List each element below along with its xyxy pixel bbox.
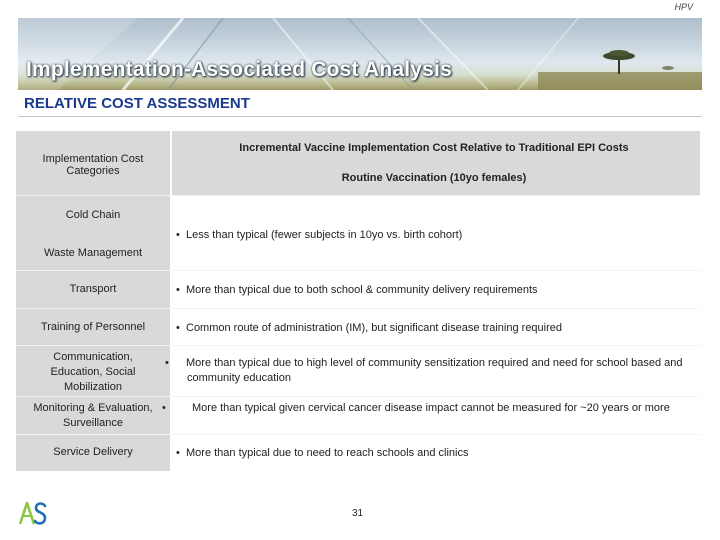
logo-icon bbox=[18, 500, 48, 526]
corner-tag: HPV bbox=[674, 2, 693, 12]
training-text bbox=[176, 321, 692, 336]
bullet: • bbox=[176, 229, 180, 241]
bullet: • bbox=[176, 447, 180, 459]
service-delivery-text bbox=[176, 446, 692, 461]
header-right-sub: Routine Vaccination (10yo females) bbox=[341, 172, 527, 184]
header-left bbox=[16, 153, 170, 177]
header-left-text: Implementation Cost Categories bbox=[42, 153, 144, 177]
organization-logo bbox=[18, 500, 48, 531]
category-monitoring bbox=[16, 401, 170, 431]
training-desc: Common route of administration (IM), but significant disease training required bbox=[186, 322, 563, 334]
row-separator bbox=[16, 396, 700, 397]
bullet: • bbox=[176, 322, 180, 334]
bullet: • bbox=[176, 284, 180, 296]
communication-desc: More than typical due to high level of community sensitization required and need for school based and community education bbox=[186, 357, 683, 384]
header-right-bg bbox=[172, 131, 700, 195]
category-monitoring-text: Monitoring & Evaluation, Surveillance bbox=[33, 402, 153, 429]
category-waste-management: Waste Management bbox=[43, 247, 143, 259]
transport-text bbox=[176, 283, 692, 298]
category-communication bbox=[16, 350, 170, 395]
category-service-delivery: Service Delivery bbox=[53, 446, 133, 458]
page-number: 31 bbox=[352, 508, 364, 519]
title-banner bbox=[18, 18, 702, 90]
monitoring-desc: More than typical given cervical cancer disease impact cannot be measured for ~20 years or more bbox=[192, 402, 670, 414]
shared-text: Less than typical (fewer subjects in 10yo vs. birth cohort) bbox=[186, 229, 463, 241]
row-separator bbox=[16, 270, 700, 271]
shared-cost-text bbox=[176, 228, 692, 243]
communication-text bbox=[165, 356, 703, 386]
transport-desc: More than typical due to both school & community delivery requirements bbox=[186, 284, 538, 296]
row-separator bbox=[16, 434, 700, 435]
monitoring-text bbox=[162, 401, 708, 416]
bullet: • bbox=[165, 357, 169, 369]
service-delivery-desc: More than typical due to need to reach schools and clinics bbox=[186, 447, 469, 459]
row-separator bbox=[16, 345, 700, 346]
row-separator bbox=[16, 308, 700, 309]
category-transport: Transport bbox=[69, 283, 117, 295]
header-right-main: Incremental Vaccine Implementation Cost Relative to Traditional EPI Costs bbox=[239, 142, 629, 154]
banner-title: Implementation-Associated Cost Analysis bbox=[26, 58, 452, 81]
category-communication-text: Communication, Education, Social Mobilization bbox=[50, 351, 136, 393]
cost-table bbox=[16, 131, 700, 471]
category-cold-chain: Cold Chain bbox=[65, 209, 121, 221]
divider bbox=[18, 116, 702, 117]
section-subtitle: RELATIVE COST ASSESSMENT bbox=[24, 95, 250, 112]
bullet: • bbox=[162, 402, 166, 414]
category-training: Training of Personnel bbox=[40, 321, 146, 333]
row-separator bbox=[16, 195, 700, 196]
